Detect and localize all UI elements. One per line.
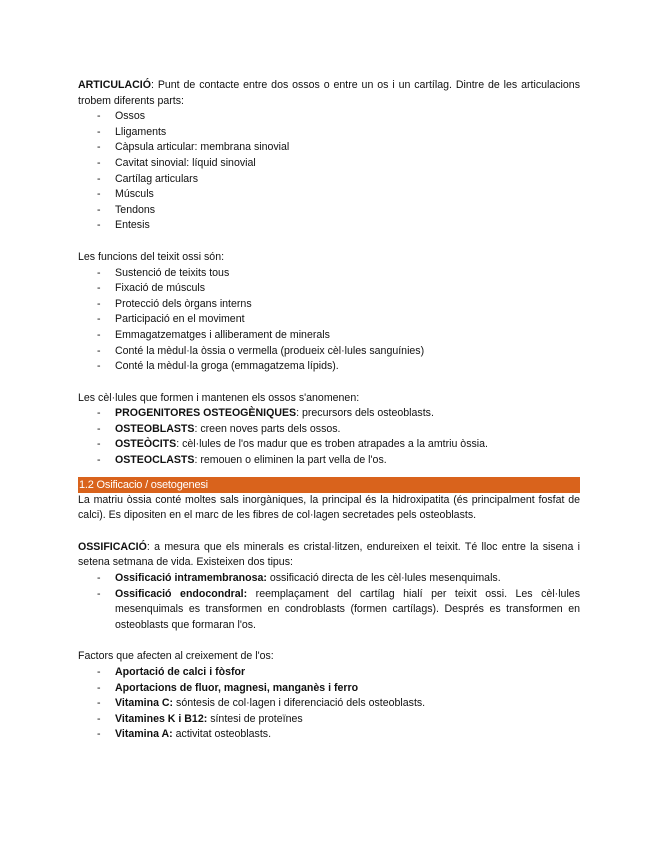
list-item: - Entesis: [78, 218, 580, 234]
list-item: - Lligaments: [78, 125, 580, 141]
factors-list: [78, 665, 580, 743]
factors-term: Aportació de calci i fòsfor: [115, 666, 246, 678]
list-item: [78, 681, 580, 697]
cellules-list: [78, 406, 580, 468]
list-item: [78, 696, 580, 712]
cellules-text: : cèl·lules de l'os madur que es troben atrapades a la amtriu òssia.: [176, 438, 488, 451]
list-item: [78, 406, 580, 422]
funcions-list: [78, 266, 580, 375]
cellules-term: PROGENITORES OSTEOGÈNIQUES: [115, 407, 297, 420]
ossificacio-paragraph: [78, 540, 580, 571]
matriu-paragraph: La matriu òssia conté moltes sals inorgàniques, la principal és la hidroxipatita (és principalment fosfat de calci). Es dipositen en el marc de les fibres de col·lagen secretades pels osteoblasts.: [78, 493, 580, 522]
funcions-intro: Les funcions del teixit ossi són:: [78, 250, 225, 263]
list-item: - Emmagatzematges i alliberament de minerals: [78, 328, 580, 344]
factors-intro: Factors que afecten al creixement de l'os:: [78, 650, 274, 663]
list-item: - Músculs: [78, 187, 580, 203]
list-item: [78, 422, 580, 438]
ossificacio-list: [78, 571, 580, 633]
list-item: - Cavitat sinovial: líquid sinovial: [78, 156, 580, 172]
list-item: - Ossos: [78, 109, 580, 125]
factors-term: Aportacions de fluor, magnesi, manganès i ferro: [115, 681, 359, 694]
articulacio-term: ARTICULACIÓ: [78, 79, 151, 91]
list-item: - Fixació de músculs: [78, 281, 580, 297]
ossificacio-term: OSSIFICACIÓ: [78, 540, 147, 553]
factors-text: síntesi de proteïnes: [207, 712, 303, 725]
list-item: - Participació en el moviment: [78, 312, 580, 328]
list-item: [78, 571, 580, 587]
ossificacio-item-text: ossificació directa de les cèl·lules mesenquimals.: [266, 572, 501, 585]
cellules-term: OSTEOCLASTS: [115, 454, 195, 467]
cellules-text: : remouen o eliminen la part vella de l'os.: [194, 454, 387, 467]
cellules-text: : precursors dels osteoblasts.: [296, 407, 434, 420]
ossificacio-item-term: Ossificació endocondral:: [115, 587, 248, 600]
ossificacio-item-text: reemplaçament del cartílag hialí per teixit ossi. Les cèl·lules mesenquimals es transformen en condroblasts (formen cartílags). Després es transformen en osteoblasts que formaran l'os.: [115, 587, 580, 631]
list-item: - Conté la mèdul·la groga (emmagatzema lípids).: [78, 359, 580, 375]
section-heading: 1.2 Osificacio / osetogenesi: [78, 477, 580, 493]
factors-text: sóntesis de col·lagen i diferenciació dels osteoblasts.: [173, 697, 426, 710]
ossificacio-item-term: Ossificació intramembranosa:: [115, 572, 267, 585]
list-item: - Càpsula articular: membrana sinovial: [78, 140, 580, 156]
list-item: [78, 453, 580, 469]
cellules-term: OSTEÒCITS: [115, 438, 177, 451]
factors-text: activitat osteoblasts.: [172, 728, 272, 741]
cellules-term: OSTEOBLASTS: [115, 422, 195, 435]
factors-term: Vitamina C:: [115, 697, 174, 710]
list-item: - Protecció dels òrgans interns: [78, 297, 580, 313]
factors-term: Vitamines K i B12:: [115, 712, 208, 725]
articulacio-list: [78, 109, 580, 234]
list-item: - Cartílag articulars: [78, 172, 580, 188]
list-item: [78, 665, 580, 681]
list-item: [78, 587, 580, 634]
ossificacio-text: : a mesura que els minerals es cristal·litzen, endureixen el teixit. Té lloc entre la sisena i setena setmana de vida. Existeixen dos tipus:: [78, 540, 580, 569]
factors-term: Vitamina A:: [115, 728, 173, 741]
list-item: - Tendons: [78, 203, 580, 219]
cellules-intro: Les cèl·lules que formen i mantenen els ossos s'anomenen:: [78, 391, 360, 404]
list-item: - Conté la mèdul·la òssia o vermella (produeix cèl·lules sanguínies): [78, 344, 580, 360]
articulacio-paragraph: [78, 78, 580, 109]
list-item: [78, 437, 580, 453]
articulacio-text: : Punt de contacte entre dos ossos o entre un os i un cartílag. Dintre de les articulacions trobem diferents parts:: [78, 79, 580, 107]
cellules-text: : creen noves parts dels ossos.: [194, 422, 341, 435]
list-item: [78, 727, 580, 743]
list-item: - Sustenció de teixits tous: [78, 266, 580, 282]
document-page: [78, 78, 580, 743]
list-item: [78, 712, 580, 728]
